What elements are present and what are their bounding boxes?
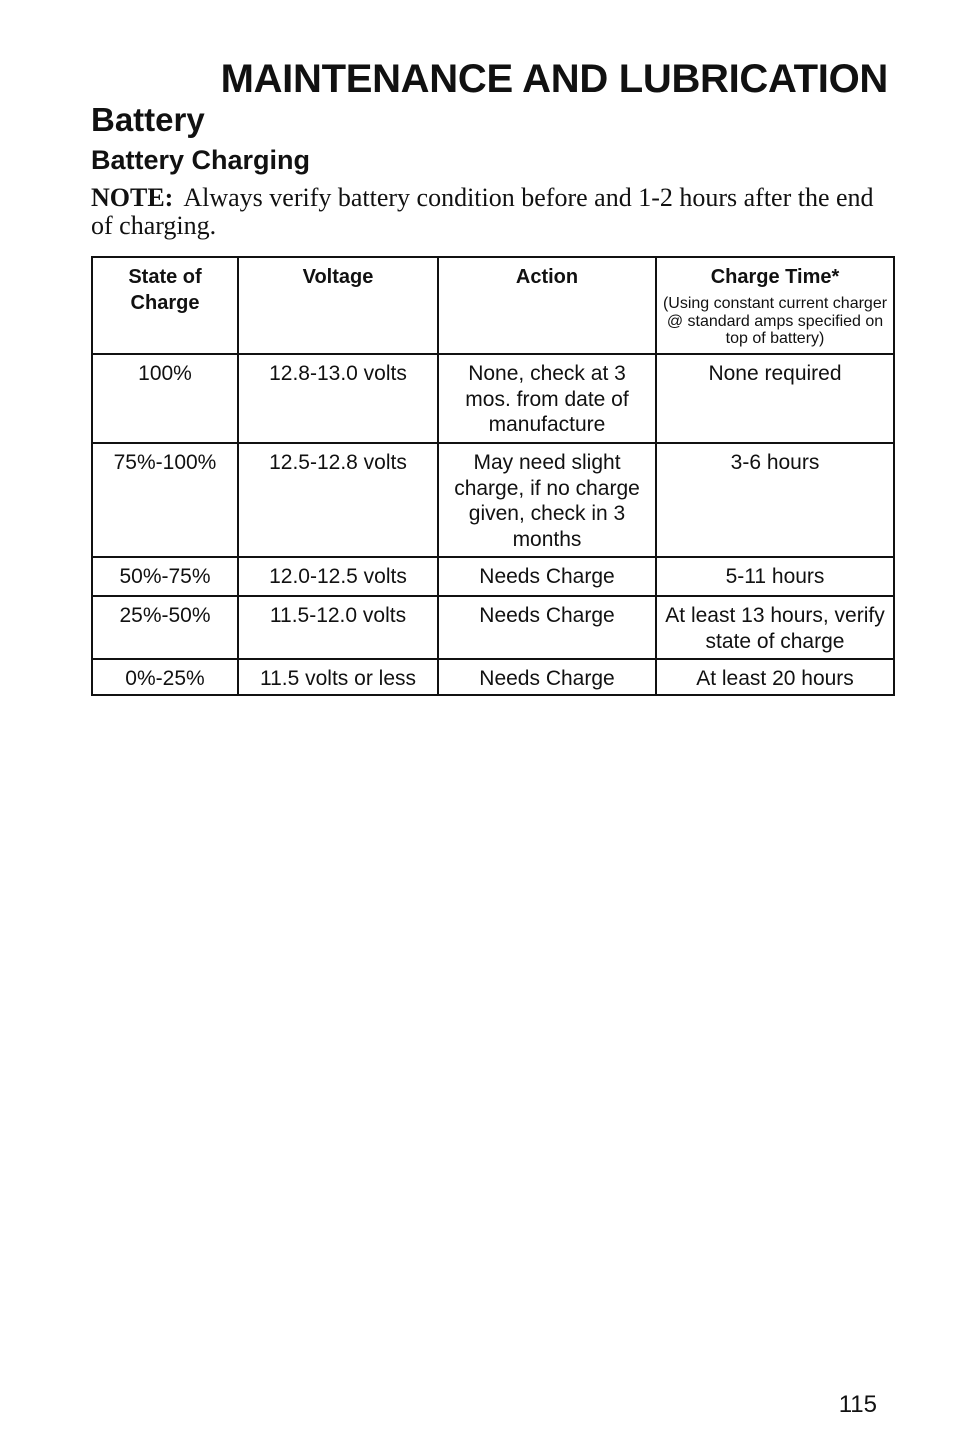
table-row	[92, 443, 894, 557]
note-paragraph	[91, 184, 891, 240]
cell-charge-time: At least 13 hours, verify state of charge	[656, 596, 894, 659]
table-header-row	[92, 257, 894, 354]
header-charge-time: Charge Time*	[710, 266, 840, 288]
cell-voltage: 12.8-13.0 volts	[238, 354, 438, 443]
cell-charge-time: 3-6 hours	[656, 443, 894, 557]
subsection-title: Battery Charging	[91, 145, 311, 175]
cell-state: 50%-75%	[92, 557, 238, 596]
cell-voltage: 12.0-12.5 volts	[238, 557, 438, 596]
section-title: Battery	[91, 101, 205, 138]
table-row	[92, 659, 894, 695]
cell-voltage: 11.5-12.0 volts	[238, 596, 438, 659]
table-row	[92, 354, 894, 443]
cell-voltage: 12.5-12.8 volts	[238, 443, 438, 557]
cell-state: 75%-100%	[92, 443, 238, 557]
cell-action: Needs Charge	[438, 596, 656, 659]
battery-charging-table	[91, 256, 895, 696]
header-action: Action	[438, 257, 656, 354]
cell-action: None, check at 3 mos. from date of manufacture	[438, 354, 656, 443]
note-label: NOTE:	[91, 183, 174, 212]
page-number: 115	[838, 1391, 877, 1418]
chapter-title: MAINTENANCE AND LUBRICATION	[220, 57, 888, 101]
cell-charge-time: None required	[656, 354, 894, 443]
table-row	[92, 557, 894, 596]
header-state-of-charge: State of Charge	[92, 257, 238, 354]
header-charge-time-cell	[656, 257, 894, 354]
cell-action: Needs Charge	[438, 659, 656, 695]
cell-voltage: 11.5 volts or less	[238, 659, 438, 695]
header-charge-time-note: (Using constant current charger @ standard amps specified on top of battery)	[662, 295, 888, 347]
cell-state: 25%-50%	[92, 596, 238, 659]
cell-state: 0%-25%	[92, 659, 238, 695]
cell-charge-time: At least 20 hours	[656, 659, 894, 695]
cell-action: Needs Charge	[438, 557, 656, 596]
table-row	[92, 596, 894, 659]
cell-charge-time: 5-11 hours	[656, 557, 894, 596]
cell-state: 100%	[92, 354, 238, 443]
note-text: Always verify battery condition before and 1-2 hours after the end of charging.	[91, 183, 874, 240]
header-voltage: Voltage	[238, 257, 438, 354]
cell-action: May need slight charge, if no charge given, check in 3 months	[438, 443, 656, 557]
